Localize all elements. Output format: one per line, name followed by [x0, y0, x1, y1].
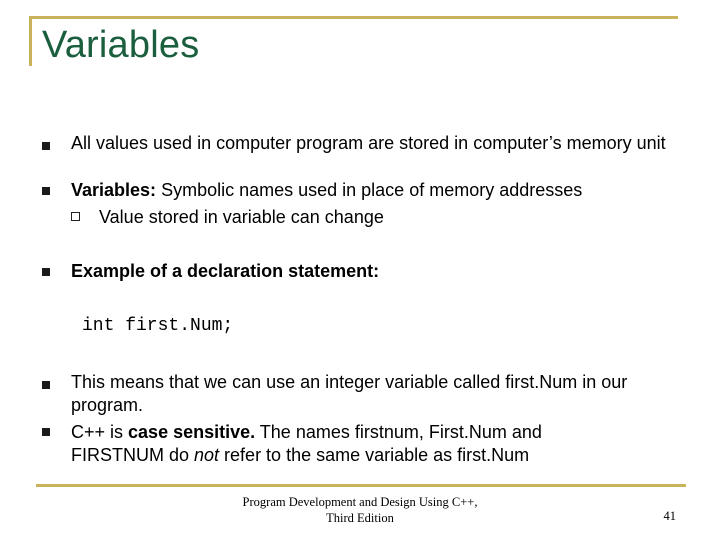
bullet-text: Variables: Symbolic names used in place of memory addresses: [71, 180, 583, 200]
bullet-text: This means that we can use an integer variable called first.Num in our program.: [71, 372, 628, 415]
bullet-marker: [42, 381, 50, 389]
sub-bullet-marker: [71, 212, 80, 221]
title-frame-top: [29, 16, 678, 19]
sub-bullet-text: Value stored in variable can change: [99, 207, 384, 227]
bullet-marker: [42, 268, 50, 276]
bullet-marker: [42, 187, 50, 195]
bullet-marker: [42, 428, 50, 436]
bullet-marker: [42, 142, 50, 150]
footer-caption: Program Development and Design Using C++, Third Edition: [242, 495, 478, 525]
bullet-text: C++ is case sensitive. The names firstnum, First.Num and FIRSTNUM do not refer to the same variable as first.Num: [71, 422, 542, 465]
bullet-text: Example of a declaration statement:: [71, 261, 380, 281]
title-frame-left: [29, 16, 32, 66]
page-number: 41: [663, 509, 676, 523]
bullet-text: All values used in computer program are stored in computer’s memory unit: [71, 133, 666, 153]
slide-title: Variables: [42, 24, 200, 66]
footer-divider: [36, 484, 686, 487]
code-declaration: int first.Num;: [82, 316, 234, 336]
